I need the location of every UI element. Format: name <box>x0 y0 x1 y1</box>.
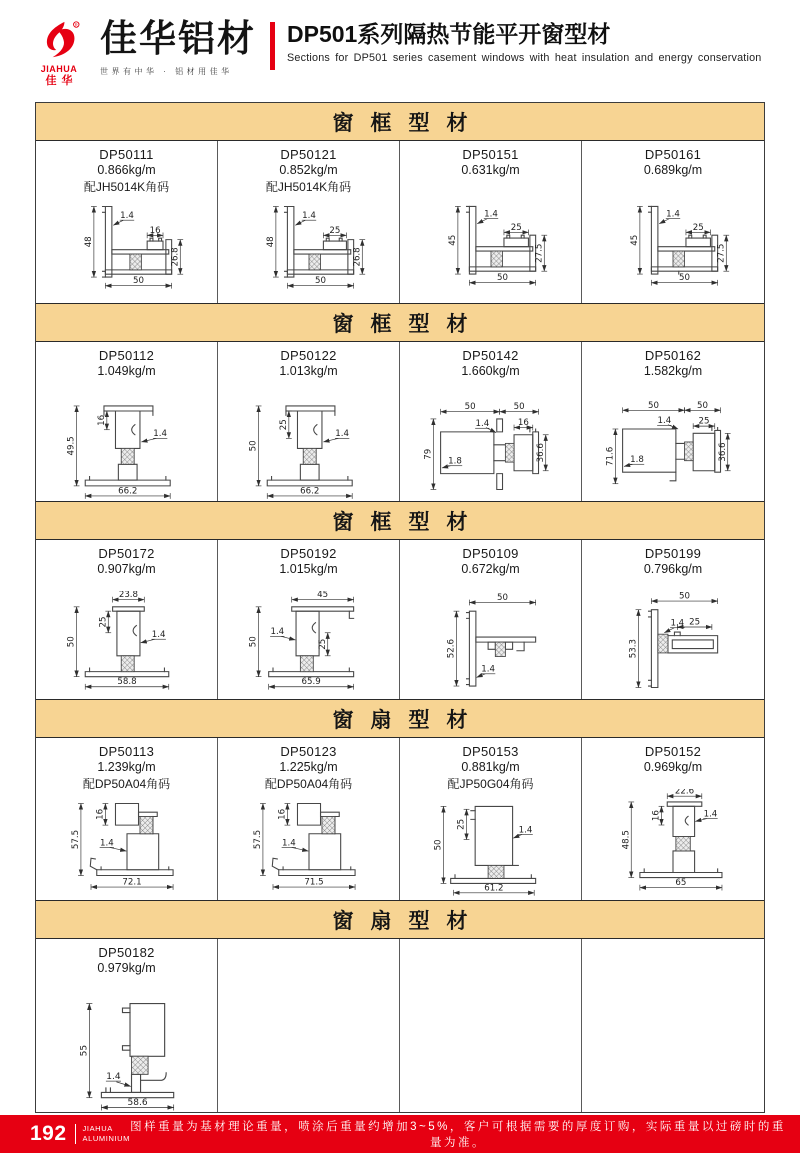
profile-cell <box>400 738 582 900</box>
profile-cell <box>582 540 764 699</box>
profile-weight: 1.239kg/m <box>97 760 156 774</box>
profile-code: DP50153 <box>462 744 519 759</box>
svg-text:25: 25 <box>692 222 704 233</box>
svg-text:16: 16 <box>95 808 106 820</box>
profile-code: DP50199 <box>644 546 702 561</box>
profile-weight: 0.689kg/m <box>643 163 703 177</box>
profile-drawing <box>221 792 397 900</box>
svg-text:25: 25 <box>97 616 108 628</box>
footer-brand-line2: ALUMINIUM <box>82 1134 131 1143</box>
svg-text:79: 79 <box>423 448 434 460</box>
logo-text-en: JIAHUA <box>40 64 78 74</box>
logo-text-cn: 佳华 <box>45 75 78 87</box>
svg-text:50: 50 <box>513 402 525 413</box>
profile-drawing <box>39 792 215 900</box>
svg-text:45: 45 <box>316 591 328 601</box>
svg-text:50: 50 <box>433 839 444 851</box>
svg-text:25: 25 <box>510 222 522 233</box>
svg-text:1.4: 1.4 <box>119 211 134 222</box>
section-sash-1 <box>36 699 764 900</box>
profile-drawing <box>403 192 579 300</box>
profile-note: 配JP50G04角码 <box>447 777 534 791</box>
profile-note: 配JH5014K角码 <box>265 180 352 194</box>
svg-text:1.4: 1.4 <box>105 1071 121 1082</box>
svg-text:26.8: 26.8 <box>169 247 180 267</box>
profile-drawing <box>585 789 761 897</box>
page-number: 192 <box>30 1122 67 1145</box>
profile-code: DP50152 <box>644 744 702 759</box>
profile-cell <box>36 939 218 1112</box>
svg-text:58.8: 58.8 <box>116 677 137 688</box>
svg-text:71.6: 71.6 <box>605 446 616 466</box>
profile-code: DP50151 <box>462 147 519 162</box>
svg-text:61.2: 61.2 <box>483 883 503 894</box>
profile-weight: 0.631kg/m <box>461 163 520 177</box>
profile-cell <box>36 540 218 699</box>
svg-text:71.5: 71.5 <box>303 877 324 888</box>
svg-text:50: 50 <box>697 400 709 411</box>
svg-text:66.2: 66.2 <box>117 486 137 497</box>
section-sash-2 <box>36 900 764 1112</box>
svg-text:53.3: 53.3 <box>628 638 639 659</box>
svg-text:16: 16 <box>651 810 662 822</box>
svg-text:50: 50 <box>679 591 691 602</box>
profile-code: DP50111 <box>99 147 154 162</box>
page-header <box>0 0 800 86</box>
footer-bar <box>0 1115 800 1153</box>
profile-note <box>582 577 764 591</box>
section-frame-3 <box>36 501 764 699</box>
profile-drawing <box>221 591 397 699</box>
svg-text:65: 65 <box>675 878 687 889</box>
profile-note <box>36 577 217 591</box>
section-band: 窗框型材 <box>36 303 764 342</box>
profile-cell <box>218 540 400 699</box>
profile-code: DP50123 <box>280 744 337 759</box>
svg-text:25: 25 <box>317 638 328 650</box>
profile-code: DP50162 <box>644 348 702 363</box>
profile-note <box>36 976 217 990</box>
svg-text:1.8: 1.8 <box>447 456 462 467</box>
section-frame-2 <box>36 303 764 501</box>
svg-text:1.4: 1.4 <box>152 429 167 440</box>
svg-text:1.4: 1.4 <box>269 627 284 638</box>
svg-text:27.5: 27.5 <box>533 243 544 263</box>
svg-text:25: 25 <box>278 419 289 431</box>
section-band: 窗扇型材 <box>36 900 764 939</box>
profile-weight: 1.660kg/m <box>461 364 520 378</box>
profile-weight: 1.049kg/m <box>97 364 156 378</box>
profile-weight: 0.796kg/m <box>643 562 703 576</box>
svg-text:48: 48 <box>83 236 94 248</box>
profile-cell <box>400 540 582 699</box>
profile-drawing <box>39 393 215 501</box>
profile-weight: 0.979kg/m <box>97 961 156 975</box>
profile-weight: 0.672kg/m <box>461 562 520 576</box>
header-divider <box>270 22 275 70</box>
svg-text:50: 50 <box>496 273 508 284</box>
svg-text:16: 16 <box>149 225 161 236</box>
profile-cell <box>218 141 400 303</box>
svg-text:25: 25 <box>456 818 467 830</box>
profile-note <box>400 379 581 393</box>
profile-code: DP50182 <box>98 945 155 960</box>
profile-cell <box>582 738 764 900</box>
profile-drawing <box>221 195 397 303</box>
svg-text:1.4: 1.4 <box>475 419 489 430</box>
footer-note: 图样重量为基材理论重量，喷涂后重量约增加3~5%，客户可根据需要的厚度订购，实际重量以过磅时的重量为准。 <box>130 1121 786 1149</box>
svg-text:25: 25 <box>328 225 340 236</box>
profile-code: DP50113 <box>98 744 155 759</box>
svg-text:1.4: 1.4 <box>657 416 672 427</box>
profile-code: DP50192 <box>280 546 337 561</box>
profile-weight: 1.225kg/m <box>279 760 338 774</box>
profile-cell-empty <box>582 939 764 1112</box>
profile-drawing <box>585 591 761 699</box>
svg-text:1.4: 1.4 <box>670 618 685 629</box>
svg-text:16: 16 <box>96 414 107 426</box>
profile-weight: 0.907kg/m <box>97 562 156 576</box>
brand-block <box>100 20 256 77</box>
profile-drawing <box>221 393 397 501</box>
profile-code: DP50122 <box>280 348 337 363</box>
svg-text:58.6: 58.6 <box>127 1097 148 1108</box>
page-subtitle: Sections for DP501 series casement windows with heat insulation and energy conservation <box>287 52 762 65</box>
profile-cell <box>36 141 218 303</box>
profile-note: 配DP50A04角码 <box>264 777 353 791</box>
svg-text:50: 50 <box>648 400 660 411</box>
svg-text:72.1: 72.1 <box>121 877 142 888</box>
svg-text:50: 50 <box>248 636 259 648</box>
profile-weight: 0.852kg/m <box>279 163 338 177</box>
svg-text:52.6: 52.6 <box>446 638 457 659</box>
section-band: 窗框型材 <box>36 103 764 141</box>
section-frame-1 <box>36 103 764 303</box>
profile-table <box>35 102 765 1113</box>
page-title: DP501系列隔热节能平开窗型材 <box>287 21 611 47</box>
profile-cell-empty <box>400 939 582 1112</box>
profile-note <box>400 178 581 192</box>
profile-weight: 0.969kg/m <box>643 760 703 774</box>
profile-note <box>400 577 581 591</box>
profile-weight: 1.013kg/m <box>279 364 338 378</box>
profile-note <box>36 379 217 393</box>
svg-text:1.4: 1.4 <box>151 630 166 641</box>
svg-text:26.8: 26.8 <box>351 247 362 267</box>
svg-text:50: 50 <box>66 636 77 648</box>
svg-text:1.4: 1.4 <box>666 209 680 220</box>
profile-code: DP50142 <box>462 348 519 363</box>
profile-cell <box>400 342 582 501</box>
svg-text:57.5: 57.5 <box>70 829 81 850</box>
profile-note <box>582 178 764 192</box>
brand-logo <box>26 20 92 87</box>
profile-cell <box>36 342 218 501</box>
svg-text:22.6: 22.6 <box>674 789 695 797</box>
profile-note <box>582 775 764 789</box>
footer-brand-line1: JIAHUA <box>82 1124 113 1134</box>
svg-text:R: R <box>74 22 78 28</box>
svg-text:50: 50 <box>464 402 476 413</box>
svg-text:36.6: 36.6 <box>535 443 546 463</box>
brand-tagline: 世界有中华 · 铝材用佳华 <box>100 67 233 76</box>
svg-text:50: 50 <box>248 440 259 452</box>
profile-weight: 0.881kg/m <box>461 760 520 774</box>
svg-text:66.2: 66.2 <box>299 486 319 497</box>
svg-text:16: 16 <box>517 418 529 429</box>
profile-cell-empty <box>218 939 400 1112</box>
profile-note <box>218 379 399 393</box>
svg-text:55: 55 <box>78 1044 89 1057</box>
svg-text:48: 48 <box>265 236 276 248</box>
svg-text:49.5: 49.5 <box>66 436 77 456</box>
svg-text:45: 45 <box>447 234 458 246</box>
svg-text:1.4: 1.4 <box>703 809 718 820</box>
svg-text:25: 25 <box>698 416 710 427</box>
svg-text:65.9: 65.9 <box>301 677 321 688</box>
profile-drawing <box>39 591 215 699</box>
svg-text:1.4: 1.4 <box>480 664 495 675</box>
profile-code: DP50109 <box>462 546 519 561</box>
profile-drawing <box>585 393 761 501</box>
profile-cell <box>400 141 582 303</box>
profile-weight: 1.015kg/m <box>279 562 338 576</box>
profile-drawing <box>403 792 579 900</box>
svg-text:23.8: 23.8 <box>118 591 138 601</box>
footer-brand <box>83 1124 131 1144</box>
profile-cell <box>218 342 400 501</box>
svg-text:1.4: 1.4 <box>281 838 296 849</box>
profile-drawing <box>39 990 215 1112</box>
svg-text:1.4: 1.4 <box>301 211 316 222</box>
svg-text:50: 50 <box>132 276 144 287</box>
profile-note: 配DP50A04角码 <box>82 777 171 791</box>
profile-cell <box>218 738 400 900</box>
profile-cell <box>582 342 764 501</box>
svg-text:48.5: 48.5 <box>621 830 632 850</box>
svg-text:1.4: 1.4 <box>483 209 498 220</box>
svg-text:57.5: 57.5 <box>252 829 263 850</box>
svg-text:1.4: 1.4 <box>334 429 349 440</box>
profile-drawing <box>39 195 215 303</box>
section-band: 窗框型材 <box>36 501 764 540</box>
profile-note <box>218 577 399 591</box>
brand-name: 佳华铝材 <box>100 18 256 59</box>
title-block <box>287 20 762 64</box>
profile-code: DP50121 <box>280 147 337 162</box>
section-band: 窗扇型材 <box>36 699 764 738</box>
svg-text:45: 45 <box>630 234 640 246</box>
profile-weight: 0.866kg/m <box>97 163 156 177</box>
profile-drawing <box>403 393 579 501</box>
svg-text:36.6: 36.6 <box>717 442 728 462</box>
svg-text:25: 25 <box>689 617 701 628</box>
profile-code: DP50112 <box>98 348 155 363</box>
jiahua-logo-icon <box>37 20 81 60</box>
svg-text:16: 16 <box>277 808 288 820</box>
svg-text:1.4: 1.4 <box>518 825 532 836</box>
footer-divider <box>75 1124 76 1144</box>
svg-text:1.4: 1.4 <box>99 838 114 849</box>
svg-text:1.8: 1.8 <box>630 455 644 466</box>
profile-code: DP50172 <box>98 546 155 561</box>
svg-text:50: 50 <box>679 273 691 284</box>
profile-weight: 1.582kg/m <box>643 364 703 378</box>
profile-cell <box>36 738 218 900</box>
profile-drawing <box>403 591 579 699</box>
svg-text:50: 50 <box>496 593 508 603</box>
profile-drawing <box>585 192 761 300</box>
svg-text:27.5: 27.5 <box>716 243 727 263</box>
profile-cell <box>582 141 764 303</box>
profile-code: DP50161 <box>644 147 702 162</box>
svg-text:50: 50 <box>314 276 326 287</box>
profile-note <box>582 379 764 393</box>
profile-note: 配JH5014K角码 <box>83 180 170 194</box>
